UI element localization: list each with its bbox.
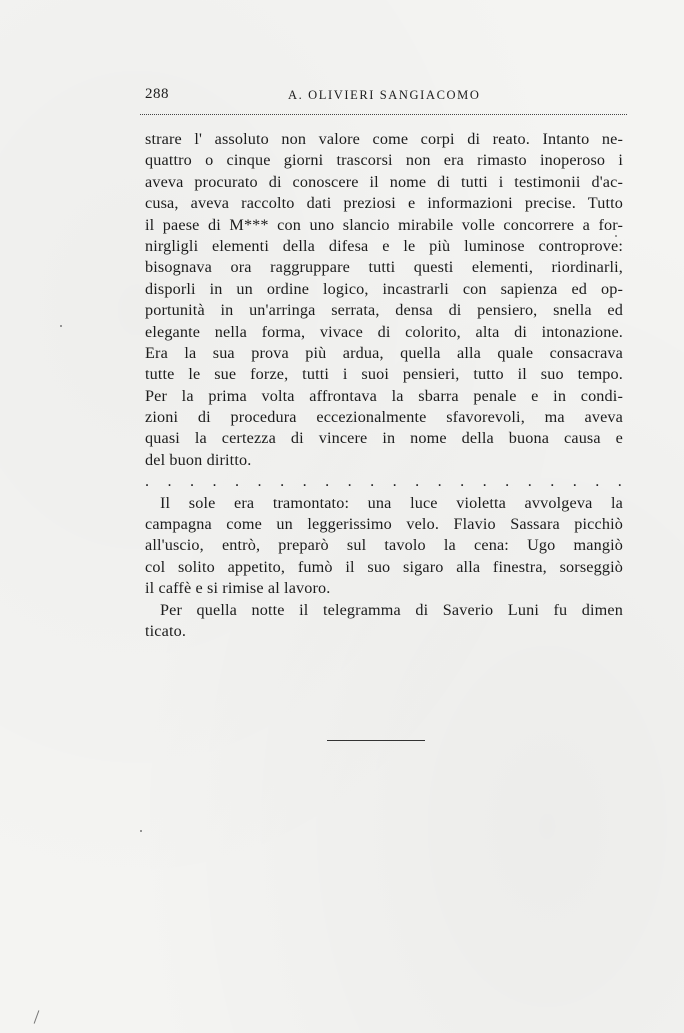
text-line: nirgligli elementi della difesa e le più luminose controprove: <box>145 236 623 255</box>
running-head: A. OLIVIERI SANGIACOMO <box>288 88 481 102</box>
text-line: tutte le sue forze, tutti i suoi pensieri, tutto il suo tempo. <box>145 365 623 384</box>
text-line: del buon diritto. <box>145 450 252 469</box>
text-line: quasi la certezza di vincere in nome della buona causa e <box>145 429 623 448</box>
text-line: col solito appetito, fumò il suo sigaro alla finestra, sorseggiò <box>145 557 623 576</box>
text-line: ticato. <box>145 621 187 640</box>
scan-speck <box>615 235 617 237</box>
text-line: quattro o cinque giorni trascorsi non era rimasto inoperoso i <box>145 151 623 170</box>
text-line: il caffè e si rimise al lavoro. <box>145 579 331 598</box>
text-line: zioni di procedura eccezionalmente sfavorevoli, ma aveva <box>145 408 623 427</box>
text-line: bisognava ora raggruppare tutti questi elementi, riordinarli, <box>145 258 623 277</box>
text-line: Era la sua prova più ardua, quella alla quale consacrava <box>145 343 623 362</box>
page-number: 288 <box>145 86 169 102</box>
end-of-chapter-rule <box>327 740 425 741</box>
scan-speck <box>140 830 142 832</box>
scan-speck <box>60 325 62 327</box>
text-line: aveva procurato di conoscere il nome di tutti i testimonii d'ac- <box>145 172 623 191</box>
scan-speck <box>34 1010 40 1023</box>
text-line: portunità in un'arringa serrata, densa di pensiero, snella ed <box>145 301 623 320</box>
page-header <box>140 86 625 108</box>
text-line: il paese di M*** con uno slancio mirabile volle concorrere a for- <box>145 215 623 234</box>
text-line: Per quella notte il telegramma di Saverio Luni fu dimen <box>160 600 623 619</box>
section-separator-dots: . . . . . . . . . . . . . . . . . . . . . . <box>145 472 623 491</box>
header-dotted-rule <box>140 114 627 115</box>
text-line: disporli in un ordine logico, incastrarli con sapienza ed op- <box>145 279 623 298</box>
text-line: Per la prima volta affrontava la sbarra penale e in condi- <box>145 386 623 405</box>
text-line: all'uscio, entrò, preparò sul tavolo la cena: Ugo mangiò <box>145 536 623 555</box>
text-line: cusa, aveva raccolto dati preziosi e informazioni precise. Tutto <box>145 194 623 213</box>
text-line: strare l' assoluto non valore come corpi di reato. Intanto ne- <box>145 130 623 148</box>
body-text <box>145 129 623 642</box>
text-line: elegante nella forma, vivace di colorito, alta di intonazione. <box>145 322 623 341</box>
text-line: Il sole era tramontato: una luce violetta avvolgeva la <box>160 493 623 512</box>
text-line: campagna come un leggerissimo velo. Flavio Sassara picchiò <box>145 515 623 534</box>
